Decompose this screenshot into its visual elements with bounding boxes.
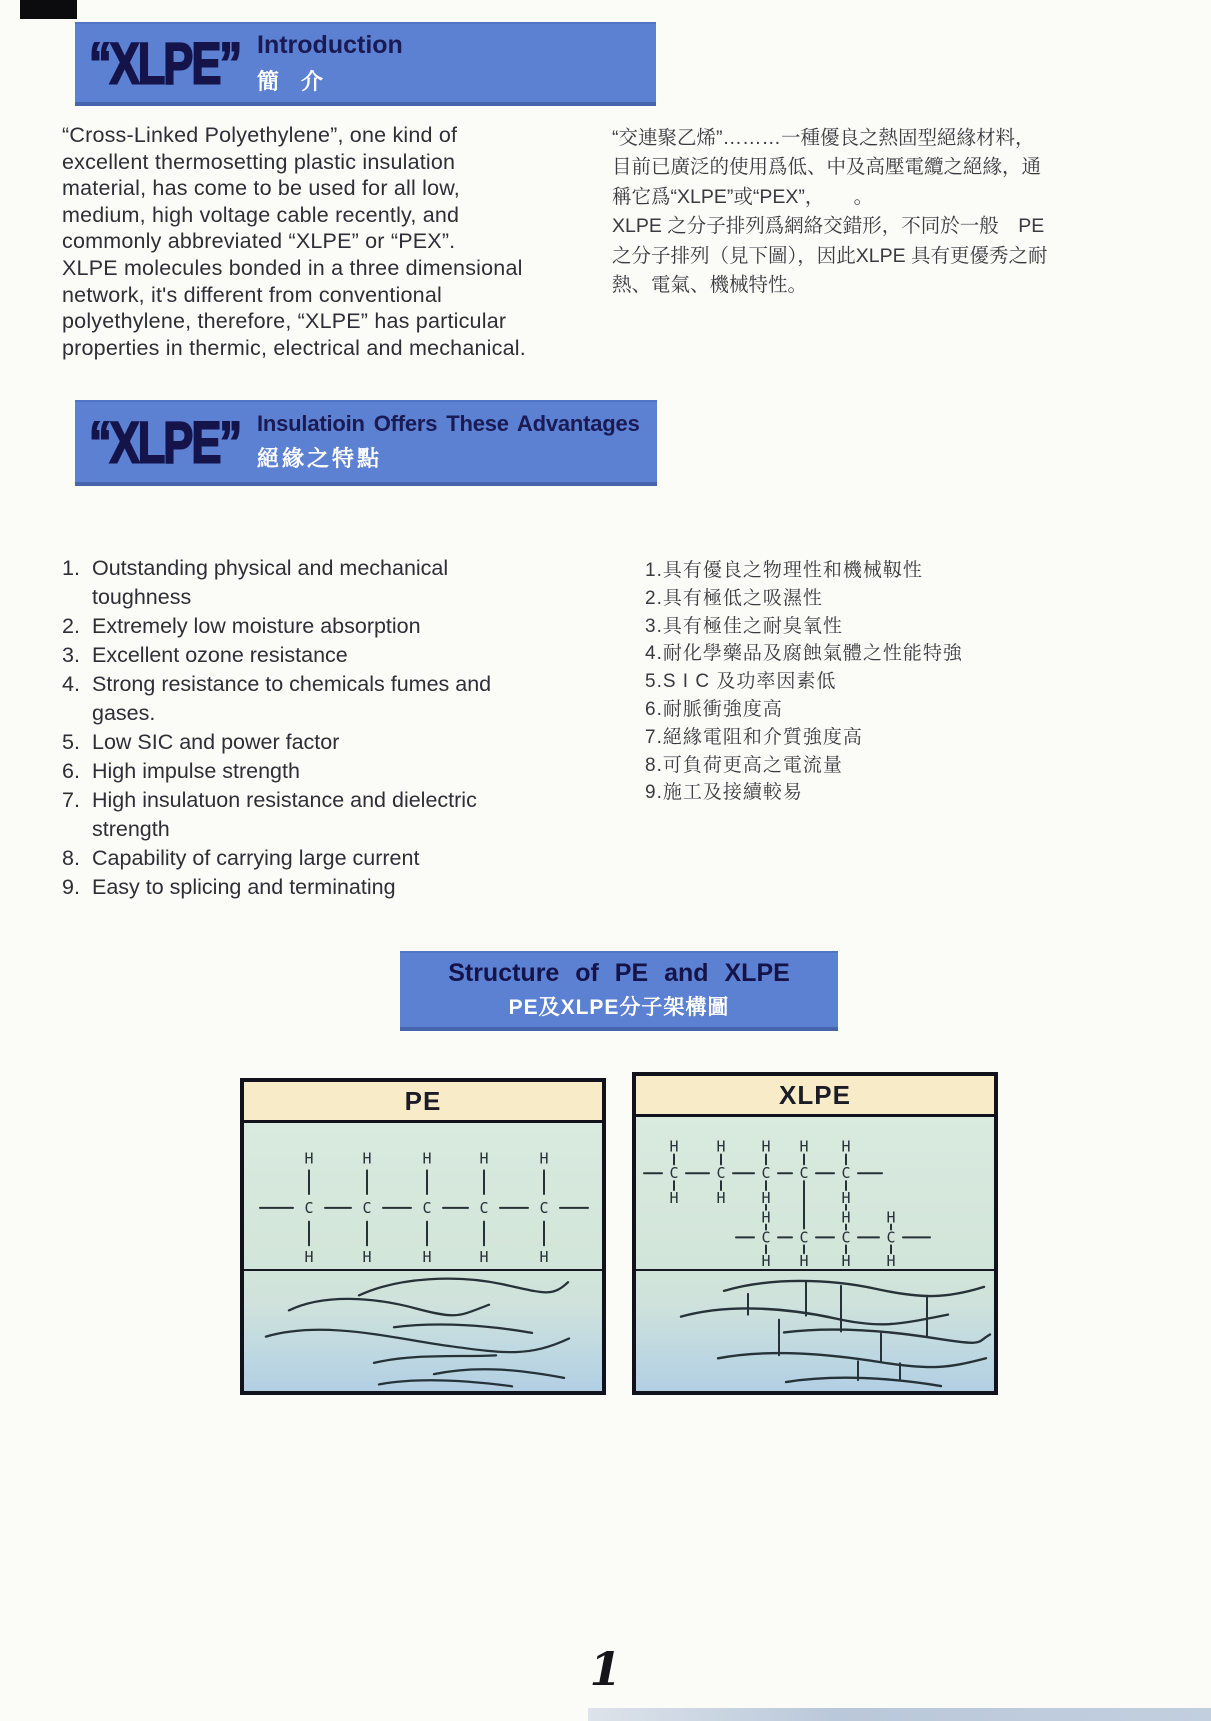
svg-text:C: C xyxy=(799,1164,809,1183)
item-text: High insulatuon resistance and dielectric strength xyxy=(92,788,477,841)
svg-text:H: H xyxy=(886,1252,896,1269)
structure-title-en: Structure of PE and XLPE xyxy=(448,959,790,987)
svg-text:C: C xyxy=(841,1228,851,1247)
advantage-item-zh: 3.具有極佳之耐臭氧性 xyxy=(645,615,843,637)
item-number: 9. xyxy=(62,875,80,899)
item-number: 7. xyxy=(62,788,80,812)
advantages-list-zh xyxy=(645,557,1145,807)
pe-diagram-box xyxy=(240,1078,606,1395)
pe-diagram-body xyxy=(244,1123,602,1391)
item-text: Extremely low moisture absorption xyxy=(92,614,421,638)
item-text: High impulse strength xyxy=(92,759,300,783)
svg-text:H: H xyxy=(841,1188,851,1207)
svg-text:C: C xyxy=(422,1198,432,1217)
item-number: 5. xyxy=(62,730,80,754)
advantage-item xyxy=(62,873,592,902)
advantage-item-zh: 7.絕緣電阻和介質強度高 xyxy=(645,726,863,748)
item-text: Capability of carrying large current xyxy=(92,846,420,870)
item-number: 8. xyxy=(62,846,80,870)
advantage-item xyxy=(62,786,592,844)
svg-text:H: H xyxy=(422,1149,432,1168)
intro-paragraph-zh: “交連聚乙烯”………一種優良之熱固型絕緣材料， 目前已廣泛的使用爲低、中及高壓電纜之絕緣，通 稱它爲“XLPE”或“PEX”， 。 XLPE 之分子排列爲網絡交錯形，不同於一般 PE 之分子排列（見下圖），因此XLPE 具有更優秀之耐 熱、電氣、機械特性。 xyxy=(612,127,1048,297)
item-text: Easy to splicing and terminating xyxy=(92,875,396,899)
svg-text:H: H xyxy=(539,1248,549,1267)
pe-molecule-diagram xyxy=(244,1123,602,1269)
item-text: Outstanding physical and mechanical toughness xyxy=(92,556,449,609)
scan-artifact-top xyxy=(20,0,77,19)
intro-title-zh: 簡 介 xyxy=(257,68,324,94)
svg-text:H: H xyxy=(669,1188,679,1207)
item-number: 1. xyxy=(62,556,80,580)
svg-text:C: C xyxy=(716,1164,726,1183)
advantage-item-zh: 8.可負荷更高之電流量 xyxy=(645,754,843,776)
advantages-title-zh: 絕緣之特點 xyxy=(257,446,383,471)
advantage-item xyxy=(62,728,592,757)
svg-text:H: H xyxy=(539,1149,549,1168)
svg-text:C: C xyxy=(761,1228,771,1247)
intro-banner xyxy=(75,22,656,106)
xlpe-logo: “XLPE” xyxy=(89,408,241,476)
svg-text:C: C xyxy=(886,1228,896,1247)
svg-text:C: C xyxy=(799,1228,809,1247)
structure-title-zh: PE及XLPE分子架構圖 xyxy=(508,996,730,1019)
svg-text:H: H xyxy=(761,1137,771,1156)
svg-text:H: H xyxy=(841,1137,851,1156)
svg-text:H: H xyxy=(479,1248,489,1267)
pe-diagram-title: PE xyxy=(244,1082,602,1123)
svg-text:H: H xyxy=(799,1252,809,1269)
svg-text:C: C xyxy=(669,1164,679,1183)
svg-text:H: H xyxy=(304,1248,314,1267)
xlpe-diagram-body xyxy=(636,1117,994,1391)
xlpe-logo: “XLPE” xyxy=(89,29,241,97)
advantage-item-zh: 4.耐化學藥品及腐蝕氣體之性能特強 xyxy=(645,643,963,665)
svg-text:C: C xyxy=(304,1198,314,1217)
item-text: Strong resistance to chemicals fumes and gases. xyxy=(92,672,492,725)
intro-title-en: Introduction xyxy=(257,30,403,59)
svg-text:H: H xyxy=(479,1149,489,1168)
intro-banner-titles xyxy=(257,31,403,96)
svg-text:H: H xyxy=(362,1149,372,1168)
intro-paragraph-en: “Cross-Linked Polyethylene”, one kind of excellent thermosetting plastic insulation material, has come to be used for all low, medium, high voltage cable recently, and commonly abbreviated “XLPE” or “PEX”. XLPE molecules bonded in a three dimensional network, it's different from conventional polyethylene, therefore, “XLPE” has particular properties in thermic, electrical and mechanical. xyxy=(62,123,526,360)
xlpe-diagram-box xyxy=(632,1072,998,1395)
pe-tangle-diagram xyxy=(244,1269,602,1391)
item-text: Low SIC and power factor xyxy=(92,730,340,754)
advantages-banner-titles xyxy=(257,411,640,473)
svg-text:C: C xyxy=(479,1198,489,1217)
advantage-item-zh: 6.耐脈衝強度高 xyxy=(645,698,783,720)
advantage-item xyxy=(62,612,592,641)
svg-text:C: C xyxy=(761,1164,771,1183)
item-number: 6. xyxy=(62,759,80,783)
svg-text:H: H xyxy=(304,1149,314,1168)
advantage-item xyxy=(62,641,592,670)
svg-text:H: H xyxy=(669,1137,679,1156)
svg-text:H: H xyxy=(799,1137,809,1156)
svg-text:H: H xyxy=(362,1248,372,1267)
advantage-item xyxy=(62,844,592,873)
svg-text:H: H xyxy=(886,1208,896,1227)
advantage-item xyxy=(62,670,592,728)
advantage-item-zh: 9.施工及接續較易 xyxy=(645,782,803,804)
advantage-item xyxy=(62,757,592,786)
structure-banner xyxy=(400,951,838,1031)
svg-text:H: H xyxy=(422,1248,432,1267)
item-number: 2. xyxy=(62,614,80,638)
svg-text:C: C xyxy=(841,1164,851,1183)
advantage-item xyxy=(62,554,592,612)
xlpe-diagram-title: XLPE xyxy=(636,1076,994,1117)
advantage-item-zh: 1.具有優良之物理性和機械靱性 xyxy=(645,560,923,581)
svg-text:C: C xyxy=(539,1198,549,1217)
advantage-item-zh: 5.S I C 及功率因素低 xyxy=(645,671,837,693)
xlpe-molecule-diagram xyxy=(636,1117,994,1269)
advantages-title-en: Insulatioin Offers These Advantages xyxy=(257,411,640,436)
svg-text:H: H xyxy=(716,1188,726,1207)
page-number: 1 xyxy=(589,1642,622,1696)
item-text: Excellent ozone resistance xyxy=(92,643,348,667)
advantages-banner xyxy=(75,400,657,486)
item-number: 3. xyxy=(62,643,80,667)
svg-text:H: H xyxy=(761,1252,771,1269)
item-number: 4. xyxy=(62,672,80,696)
svg-text:H: H xyxy=(841,1252,851,1269)
advantage-item-zh: 2.具有極低之吸濕性 xyxy=(645,587,823,609)
svg-text:C: C xyxy=(362,1198,372,1217)
xlpe-network-diagram xyxy=(636,1269,994,1391)
svg-text:H: H xyxy=(716,1137,726,1156)
advantages-list-en xyxy=(62,554,592,902)
svg-text:H: H xyxy=(841,1208,851,1227)
svg-text:H: H xyxy=(761,1188,771,1207)
svg-text:H: H xyxy=(761,1208,771,1227)
scan-artifact-bottom xyxy=(588,1708,1211,1721)
